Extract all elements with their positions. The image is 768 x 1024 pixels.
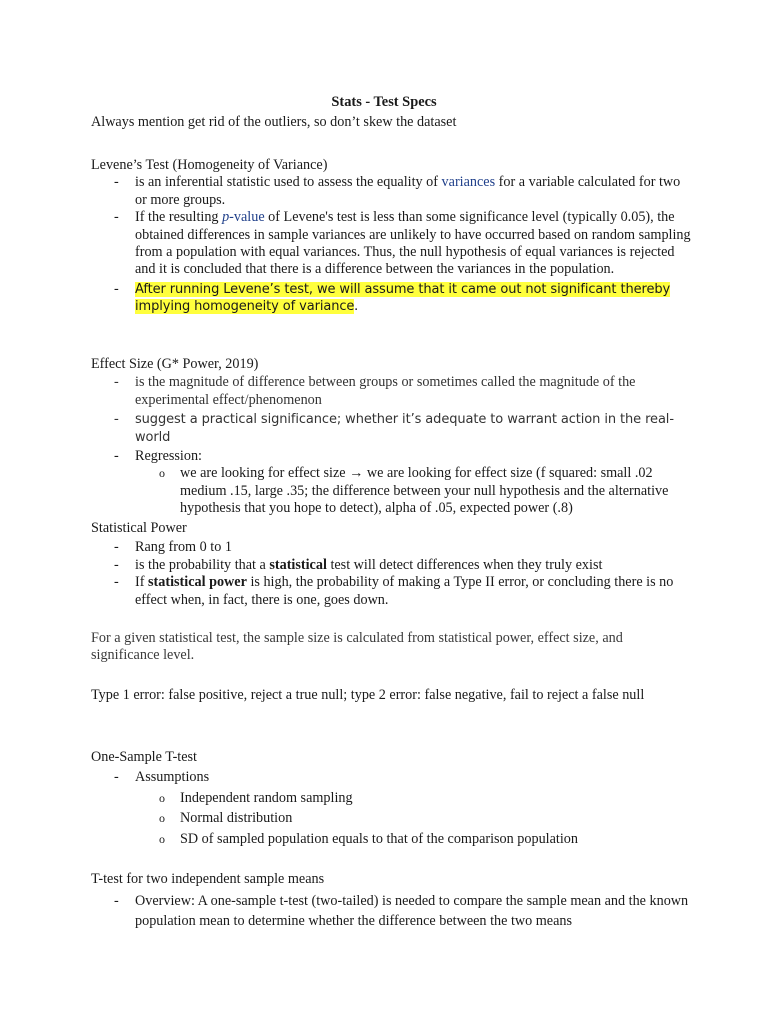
list-item: - If the resulting p-value of Levene's test is less than some significance level (typically 0.05), the obtained differences in sample variances are unlikely to have occurred based on random sampling from a population with equal variances. Thus, the null hypothesis of equal variances is rejected and it is concluded that there is a difference between the variances in the population. — [114, 209, 691, 278]
sub-list-item: o SD of sampled population equals to that of the comparison population — [159, 830, 578, 847]
levene-heading: Levene’s Test (Homogeneity of Variance) — [91, 157, 328, 173]
sample-size-paragraph: For a given statistical test, the sample size is calculated from statistical power, effect size, and significance level. — [91, 630, 623, 664]
list-item: - is the probability that a statistical test will detect differences when they truly exist — [114, 556, 603, 573]
list-item: - Regression: o we are looking for effect size → we are looking for effect size (f squared: small .02 medium .15, large .35; the difference between your null hypothesis and the alternative hypothesis that you hope to detect), alpha of .05, expected power (.8) — [91, 448, 691, 518]
sub-list-item: o Independent random sampling — [159, 789, 353, 806]
dash-bullet: - — [114, 769, 119, 786]
dash-bullet: - — [114, 209, 119, 226]
one-sample-heading: One-Sample T-test — [91, 749, 197, 765]
levene-section — [91, 157, 691, 316]
p-value-link[interactable]: -value — [229, 209, 265, 226]
page-title: Stats - Test Specs — [331, 94, 437, 110]
error-types-paragraph: Type 1 error: false positive, reject a true null; type 2 error: false negative, fail to reject a false null — [91, 687, 645, 703]
p-value-link-italic[interactable]: p — [222, 209, 230, 226]
regression-sublist — [135, 465, 691, 517]
list-item: - Rang from 0 to 1 — [114, 539, 232, 556]
list-item: - After running Levene’s test, we will assume that it came out not significant thereby implying homogeneity of variance. — [114, 280, 671, 315]
two-sample-heading: T-test for two independent sample means — [91, 871, 325, 887]
dash-bullet: - — [114, 556, 119, 573]
intro-line: Always mention get rid of the outliers, so don’t skew the dataset — [91, 114, 457, 130]
two-sample-section — [91, 871, 691, 931]
list-item: - is an inferential statistic used to assess the equality of variances for a variable calculated for two or more groups. — [114, 174, 681, 208]
levene-list — [91, 174, 691, 315]
circle-bullet: o — [159, 811, 165, 826]
statistical-power-heading: Statistical Power — [91, 520, 187, 536]
sub-list-item: o Normal distribution — [159, 810, 293, 827]
list-item: - Assumptions o Independent random sampling o Normal distribution o SD of sampled population equals to that of the comparison population — [91, 769, 691, 848]
dash-bullet: - — [114, 280, 119, 297]
circle-bullet: o — [159, 466, 165, 481]
list-item: - If statistical power is high, the probability of making a Type II error, or concluding there is no effect when, in fact, there is one, goes down. — [114, 574, 674, 608]
variances-link[interactable]: variances — [441, 174, 496, 191]
effect-size-section — [91, 356, 691, 518]
one-sample-section — [91, 749, 691, 848]
one-sample-list — [91, 769, 691, 848]
two-sample-list — [91, 891, 691, 931]
assumptions-sublist — [135, 790, 691, 848]
list-item: - Overview: A one-sample t-test (two-tailed) is needed to compare the sample mean and the known population mean to determine whether the difference between the two means — [114, 893, 689, 930]
dash-bullet: - — [114, 539, 119, 556]
circle-bullet: o — [159, 790, 165, 805]
highlighted-note: After running Levene’s test, we will assume that it came out not significant thereby implying homogeneity of variance — [135, 281, 671, 315]
sub-list-item: o we are looking for effect size → we are looking for effect size (f squared: small .02 medium .15, large .35; the difference between your null hypothesis and the alternative hypothesis that you hope to detect), alpha of .05, expected power (.8) — [159, 465, 669, 517]
statistical-power-section — [91, 520, 691, 609]
effect-size-heading: Effect Size (G* Power, 2019) — [91, 356, 259, 372]
dash-bullet: - — [114, 574, 119, 591]
dash-bullet: - — [114, 174, 119, 191]
dash-bullet: - — [114, 448, 119, 465]
statistical-power-list — [91, 539, 691, 609]
dash-bullet: - — [114, 411, 119, 428]
circle-bullet: o — [159, 831, 165, 846]
effect-size-list — [91, 374, 691, 517]
dash-bullet: - — [114, 374, 119, 391]
list-item: - is the magnitude of difference between groups or sometimes called the magnitude of the experimental effect/phenomenon — [114, 374, 636, 408]
dash-bullet: - — [114, 893, 119, 910]
list-item: - suggest a practical significance; whether it’s adequate to warrant action in the real-world — [114, 411, 674, 445]
